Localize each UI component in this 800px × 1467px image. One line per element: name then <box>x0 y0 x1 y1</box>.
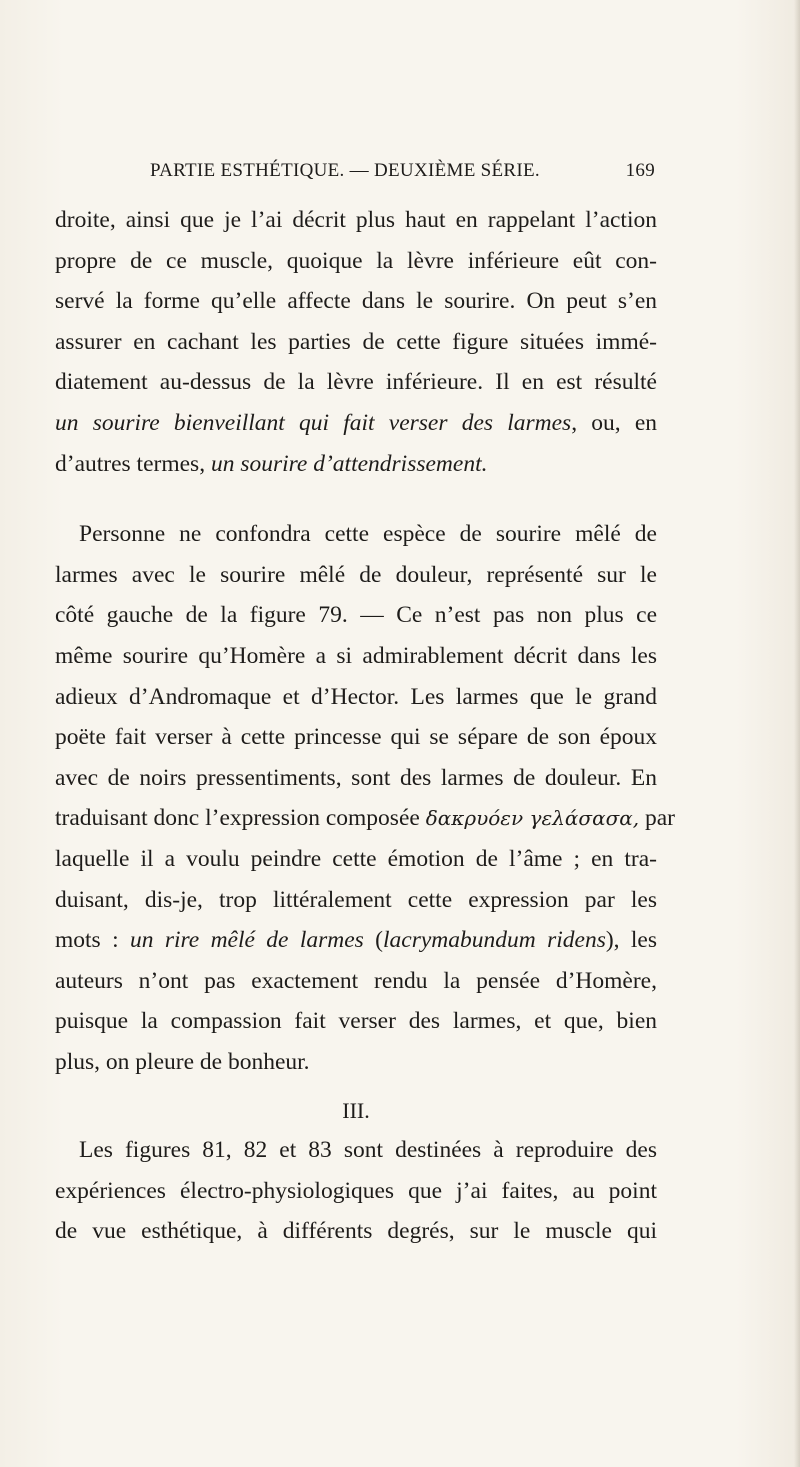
text-line: avec de noirs pressentiments, sont des larmes de douleur. En <box>55 764 657 791</box>
text-fragment: d’autres termes, <box>55 450 211 477</box>
text-line: puisque la compassion fait verser des larmes, et que, bien <box>55 1008 657 1035</box>
text-fragment: mots : <box>55 927 130 954</box>
text-line: poëte fait verser à cette princesse qui se sépare de son époux <box>55 724 657 751</box>
text-line <box>55 920 657 961</box>
text-line: assurer en cachant les parties de cette figure situées immé- <box>55 328 657 355</box>
greek-phrase: δακρυόεν γελάσασα, <box>425 806 640 831</box>
text-line: même sourire qu’Homère a si admirablement décrit dans les <box>55 642 657 669</box>
text-line: plus, on pleure de bonheur. <box>55 1048 310 1075</box>
italic-phrase: lacrymabundum ridens <box>383 927 606 954</box>
italic-phrase: un rire mêlé de larmes <box>129 927 364 954</box>
text-line: Personne ne confondra cette espèce de sourire mêlé de <box>79 521 657 548</box>
text-line: laquelle il a voulu peindre cette émotion de l’âme ; en tra- <box>55 845 657 872</box>
text-fragment: ), les <box>605 927 658 954</box>
body-text <box>55 200 675 1082</box>
text-line <box>55 444 657 485</box>
text-fragment: ( <box>363 927 383 954</box>
text-line: diatement au-dessus de la lèvre inférieure. Il en est résulté <box>55 369 657 396</box>
text-line: expériences électro-physiologiques que j’ai faites, au point <box>55 1177 657 1204</box>
text-line: larmes avec le sourire mêlé de douleur, représenté sur le <box>55 561 657 588</box>
text-fragment: , ou, en <box>571 409 657 436</box>
text-line: Les figures 81, 82 et 83 sont destinées à reproduire des <box>79 1137 657 1163</box>
running-header <box>150 160 655 186</box>
text-line: duisant, dis-je, trop littéralement cette expression par les <box>55 886 657 913</box>
body-text-section-3 <box>55 1130 657 1252</box>
text-fragment: traduisant donc l’expression composée <box>55 805 426 832</box>
text-line <box>55 403 657 444</box>
text-fragment: par <box>639 805 675 832</box>
text-line: droite, ainsi que je l’ai décrit plus haut en rappelant l’action <box>55 207 657 233</box>
text-line: auteurs n’ont pas exactement rendu la pensée d’Homère, <box>55 967 657 994</box>
text-line: de vue esthétique, à différents degrés, sur le muscle qui <box>55 1218 657 1245</box>
page-edge-shadow <box>794 0 800 1467</box>
section-heading: III. <box>342 1098 370 1123</box>
text-line: côté gauche de la figure 79. — Ce n’est pas non plus ce <box>55 602 657 629</box>
running-header-title: PARTIE ESTHÉTIQUE. — DEUXIÈME SÉRIE. <box>150 160 540 181</box>
italic-phrase: un sourire bienveillant qui fait verser des larmes <box>55 409 572 436</box>
italic-phrase: un sourire d’attendrissement. <box>210 450 488 477</box>
text-line: adieux d’Andromaque et d’Hector. Les larmes que le grand <box>55 683 657 710</box>
text-line: servé la forme qu’elle affecte dans le sourire. On peut s’en <box>55 288 657 315</box>
paragraph-gap <box>55 484 657 514</box>
text-line <box>55 798 675 839</box>
text-line: propre de ce muscle, quoique la lèvre inférieure eût con- <box>55 247 657 274</box>
page-number: 169 <box>625 160 655 181</box>
